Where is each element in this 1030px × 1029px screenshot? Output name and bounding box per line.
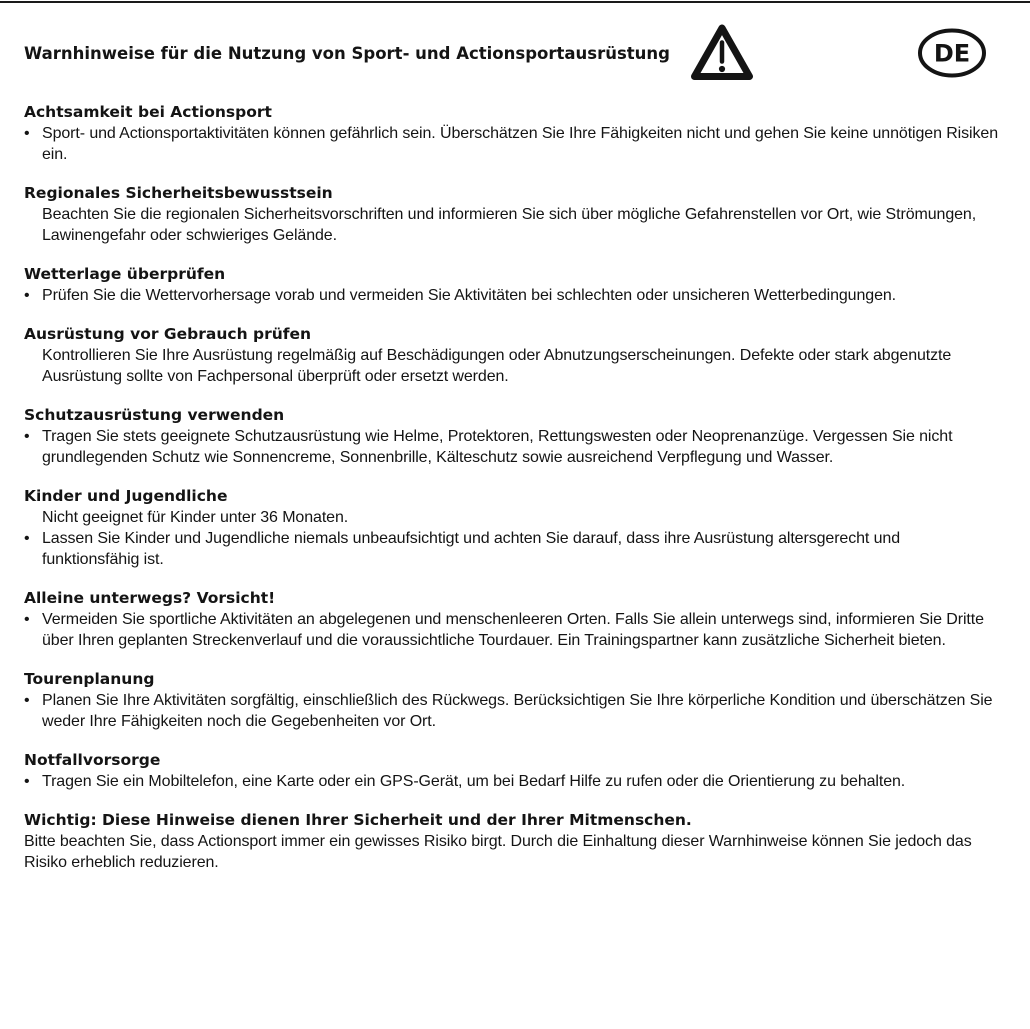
language-oval-svg — [917, 27, 987, 79]
sections — [24, 102, 999, 873]
warning-section — [24, 264, 999, 306]
section-heading: Regionales Sicherheitsbewusstsein — [24, 184, 333, 202]
item-text: Tragen Sie ein Mobiltelefon, eine Karte oder ein GPS-Gerät, um bei Bedarf Hilfe zu rufen oder die Orientierung zu behalten. — [42, 773, 906, 790]
warning-section — [24, 669, 999, 732]
item-text: Lassen Sie Kinder und Jugendliche niemals unbeaufsichtigt und achten Sie darauf, dass ihre Ausrüstung altersgerecht und funktionsfähig ist. — [42, 530, 900, 568]
warning-triangle-svg — [690, 23, 754, 83]
indent-spacer — [24, 345, 42, 387]
footer-note — [24, 810, 999, 873]
section-items — [24, 507, 999, 570]
section-heading: Tourenplanung — [24, 670, 155, 688]
footer-text: Bitte beachten Sie, dass Actionsport immer ein gewisses Risiko birgt. Durch die Einhaltung dieser Warnhinweise können Sie jedoch das Risiko erheblich reduzieren. — [24, 833, 972, 871]
item-text: Planen Sie Ihre Aktivitäten sorgfältig, einschließlich des Rückwegs. Berücksichtigen Sie Ihre körperliche Kondition und überschätzen Sie weder Ihre Fähigkeiten noch die Gegebenheiten vor Ort. — [42, 692, 993, 730]
section-heading: Schutzausrüstung verwenden — [24, 406, 285, 424]
bullet-marker: • — [24, 692, 30, 709]
page-title: Warnhinweise für die Nutzung von Sport- und Actionsportausrüstung — [24, 44, 670, 63]
section-items — [24, 609, 999, 651]
warning-section — [24, 102, 999, 165]
section-items — [24, 285, 999, 306]
item-text: Vermeiden Sie sportliche Aktivitäten an abgelegenen und menschenleeren Orten. Falls Sie allein unterwegs sind, informieren Sie Dritte über Ihren geplanten Streckenverlauf und die voraussichtliche Tourdauer. Ein Trainingspartner kann zusätzliche Sicherheit bieten. — [42, 611, 984, 649]
bullet-item — [24, 426, 999, 468]
bullet-marker: • — [24, 611, 30, 628]
bullet-marker: • — [24, 287, 30, 304]
section-items — [24, 204, 999, 246]
item-text: Tragen Sie stets geeignete Schutzausrüstung wie Helme, Protektoren, Rettungswesten oder Neoprenanzüge. Vergessen Sie nicht grundlegenden Schutz wie Sonnencreme, Sonnenbrille, Kälteschutz sowie ausreichend Verpflegung und Wasser. — [42, 428, 953, 466]
section-heading: Kinder und Jugendliche — [24, 487, 228, 505]
warning-section — [24, 588, 999, 651]
footer-important-line: Wichtig: Diese Hinweise dienen Ihrer Sicherheit und der Ihrer Mitmenschen. — [24, 811, 692, 829]
warning-triangle-icon — [690, 23, 754, 88]
language-badge — [917, 27, 987, 84]
section-heading: Ausrüstung vor Gebrauch prüfen — [24, 325, 312, 343]
warning-section — [24, 750, 999, 792]
bullet-marker: • — [24, 530, 30, 547]
section-items — [24, 426, 999, 468]
warning-section — [24, 405, 999, 468]
item-text: Prüfen Sie die Wettervorhersage vorab und vermeiden Sie Aktivitäten bei schlechten oder unsicheren Wetterbedingungen. — [42, 287, 897, 304]
section-heading: Wetterlage überprüfen — [24, 265, 226, 283]
indent-spacer — [24, 204, 42, 246]
section-heading: Notfallvorsorge — [24, 751, 161, 769]
item-text: Beachten Sie die regionalen Sicherheitsvorschriften und informieren Sie sich über mögliche Gefahrenstellen vor Ort, wie Strömungen, Lawinengefahr oder schwieriges Gelände. — [42, 206, 977, 244]
indent-spacer — [24, 507, 42, 528]
indented-item — [24, 345, 999, 387]
bullet-marker: • — [24, 428, 30, 445]
warning-section — [24, 324, 999, 387]
bullet-item — [24, 771, 999, 792]
section-items — [24, 690, 999, 732]
bullet-marker: • — [24, 773, 30, 790]
bullet-marker: • — [24, 125, 30, 142]
indented-item — [24, 507, 999, 528]
bullet-item — [24, 690, 999, 732]
section-items — [24, 771, 999, 792]
item-text: Nicht geeignet für Kinder unter 36 Monaten. — [42, 509, 349, 526]
item-text: Kontrollieren Sie Ihre Ausrüstung regelmäßig auf Beschädigungen oder Abnutzungserscheinungen. Defekte oder stark abgenutzte Ausrüstung sollte von Fachpersonal überprüft oder ersetzt werden. — [42, 347, 952, 385]
section-items — [24, 345, 999, 387]
top-border-line — [0, 1, 1030, 3]
bullet-item — [24, 123, 999, 165]
language-badge-label: DE — [933, 39, 971, 68]
warning-section — [24, 486, 999, 570]
warning-section — [24, 183, 999, 246]
indented-item — [24, 204, 999, 246]
section-heading: Alleine unterwegs? Vorsicht! — [24, 589, 276, 607]
item-text: Sport- und Actionsportaktivitäten können gefährlich sein. Überschätzen Sie Ihre Fähigkeiten nicht und gehen Sie keine unnötigen Risiken ein. — [42, 125, 998, 163]
bullet-item — [24, 528, 999, 570]
section-items — [24, 123, 999, 165]
bullet-item — [24, 285, 999, 306]
bullet-item — [24, 609, 999, 651]
section-heading: Achtsamkeit bei Actionsport — [24, 103, 272, 121]
